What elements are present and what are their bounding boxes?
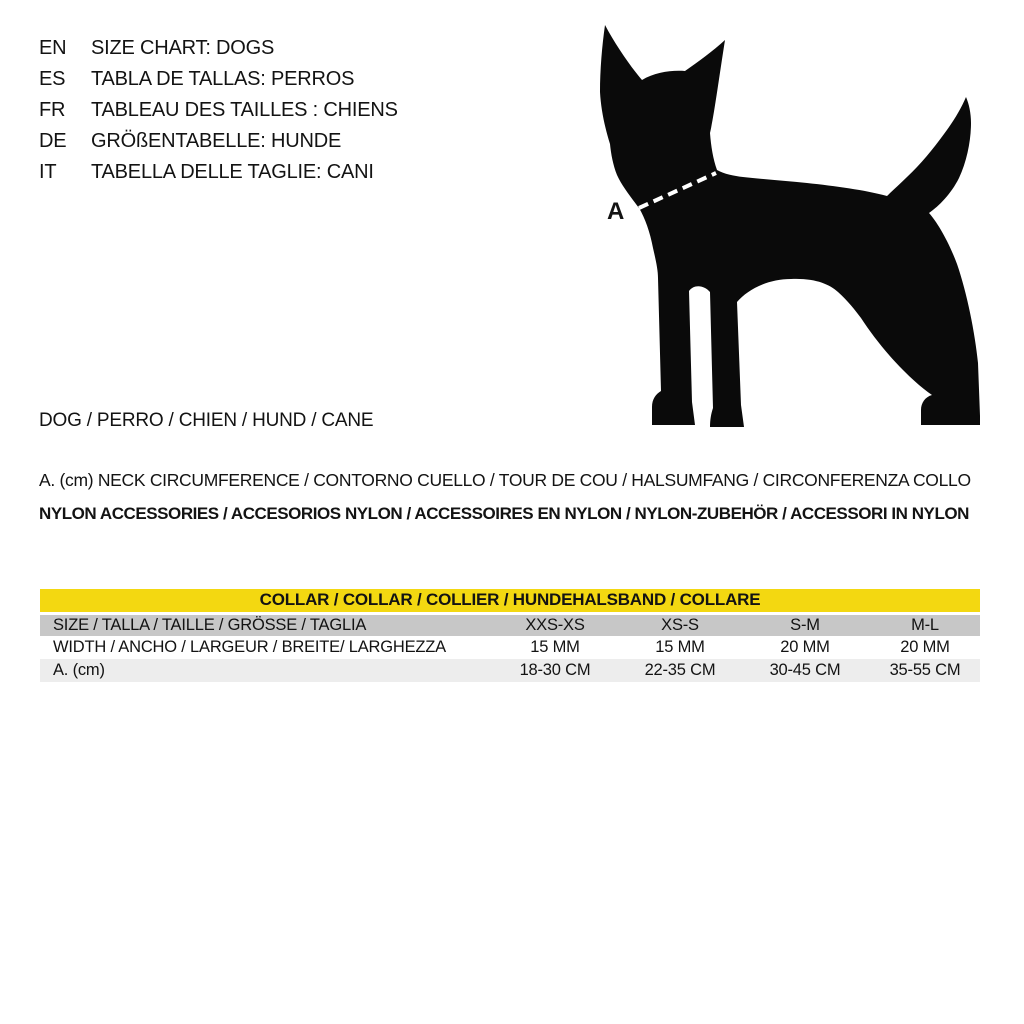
language-code: IT — [39, 161, 57, 183]
language-code: FR — [39, 99, 66, 121]
language-code: ES — [39, 68, 66, 90]
language-title-row — [39, 95, 398, 126]
width-cell: 20 MM — [900, 638, 950, 656]
dog-silhouette-svg — [595, 18, 985, 430]
size-row — [40, 613, 980, 636]
size-table-header-row — [40, 589, 980, 613]
size-row-label: SIZE / TALLA / TAILLE / GRÖSSE / TAGLIA — [53, 615, 367, 634]
neck-cell: 18-30 CM — [519, 661, 591, 679]
language-title: TABLA DE TALLAS: PERROS — [91, 68, 355, 90]
neck-cell: 35-55 CM — [889, 661, 961, 679]
size-table-title: COLLAR / COLLAR / COLLIER / HUNDEHALSBAND / COLLARE — [40, 589, 980, 613]
measure-label-a: A — [607, 198, 625, 225]
language-title-row — [39, 126, 398, 157]
dog-silhouette — [600, 25, 980, 427]
language-title-list — [39, 33, 398, 188]
width-row — [40, 636, 980, 659]
language-title-row — [39, 33, 398, 64]
size-cell: S-M — [790, 615, 820, 634]
language-title: SIZE CHART: DOGS — [91, 37, 275, 59]
language-title-row — [39, 157, 398, 188]
neck-cell: 30-45 CM — [769, 661, 841, 679]
language-title: TABLEAU DES TAILLES : CHIENS — [91, 99, 398, 121]
language-code: EN — [39, 37, 67, 59]
width-row-label: WIDTH / ANCHO / LARGEUR / BREITE/ LARGHEZZA — [53, 638, 446, 656]
language-title-row — [39, 64, 398, 95]
language-title: TABELLA DELLE TAGLIE: CANI — [91, 161, 374, 183]
neck-cell: 22-35 CM — [644, 661, 716, 679]
neck-row-label: A. (cm) — [53, 661, 105, 679]
width-cell: 15 MM — [530, 638, 580, 656]
neck-measurement-note: A. (cm) NECK CIRCUMFERENCE / CONTORNO CUELLO / TOUR DE COU / HALSUMFANG / CIRCONFERENZA COLLO — [39, 470, 971, 490]
language-title: GRÖßENTABELLE: HUNDE — [91, 130, 342, 152]
neck-circumference-row — [40, 659, 980, 682]
width-cell: 20 MM — [780, 638, 830, 656]
material-note: NYLON ACCESSORIES / ACCESORIOS NYLON / ACCESSOIRES EN NYLON / NYLON-ZUBEHÖR / ACCESSORI IN NYLON — [39, 504, 969, 523]
size-cell: XXS-XS — [525, 615, 585, 634]
size-cell: XS-S — [661, 615, 699, 634]
size-table — [40, 589, 980, 682]
dog-caption: DOG / PERRO / CHIEN / HUND / CANE — [39, 410, 374, 431]
width-cell: 15 MM — [655, 638, 705, 656]
dog-measurement-diagram — [595, 18, 985, 430]
size-cell: M-L — [911, 615, 939, 634]
language-code: DE — [39, 130, 67, 152]
